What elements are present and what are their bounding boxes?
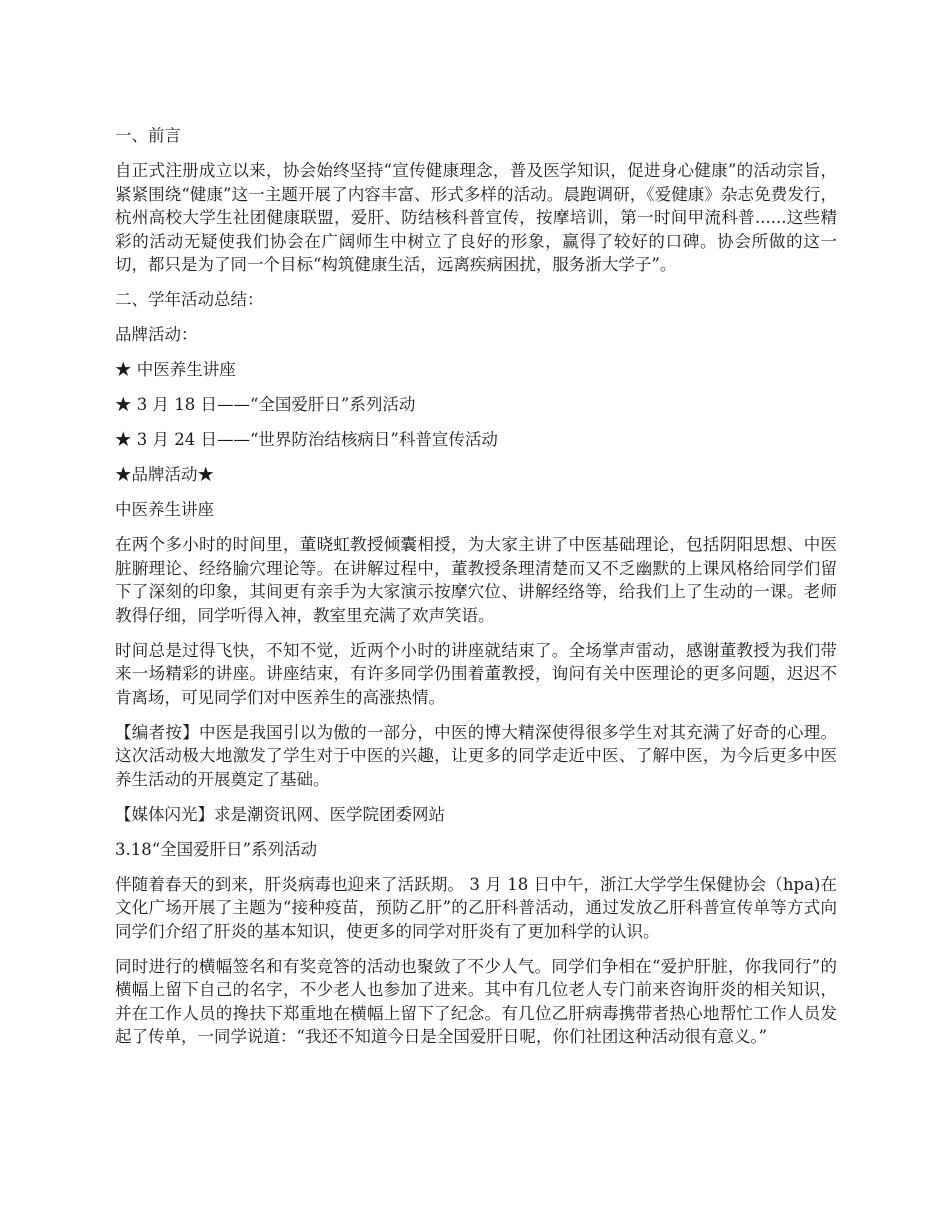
list-item: ★ 3 月 24 日——“世界防治结核病日”科普宣传活动 [115,430,498,449]
list-item: ★ 中医养生讲座 [115,360,236,379]
subheading-tcm-lecture: 中医养生讲座 [115,500,214,519]
media-highlight-paragraph: 【媒体闪光】求是潮资讯网、医学院团委网站 [115,804,445,824]
body-paragraph: 自正式注册成立以来，协会始终坚持“宣传健康理念，普及医学知识，促进身心健康”的活动宗旨，紧紧围绕“健康”这一主题开展了内容丰富、形式多样的活动。晨跑调研，《爱健康》杂志免费发行，杭州高校大学生社团健康联盟，爱肝、防结核科普宣传，按摩培训，第一时间甲流科普......这些精彩的活动无疑使我们协会在广阔师生中树立了良好的形象，赢得了较好的口碑。协会所做的这一切，都只是为了同一个目标“构筑健康生活，远离疾病困扰，服务浙大学子”。 [115,161,837,274]
editor-note-paragraph: 【编者按】中医是我国引以为傲的一部分，中医的博大精深使得很多学生对其充满了好奇的心理。这次活动极大地激发了学生对于中医的兴趣，让更多的同学走近中医、了解中医，为今后更多中医养生活动的开展奠定了基础。 [115,722,837,789]
document-page [115,124,837,1060]
subheading-brand-activities: 品牌活动： [115,325,198,344]
subheading-brand-activities-star: ★品牌活动★ [115,465,214,484]
body-paragraph: 同时进行的横幅签名和有奖竞答的活动也聚敛了不少人气。同学们争相在“爱护肝脏，你我同行”的横幅上留下自己的名字，不少老人也参加了进来。其中有几位老人专门前来咨询肝炎的相关知识，并在工作人员的搀扶下郑重地在横幅上留下了纪念。有几位乙肝病毒携带者热心地帮忙工作人员发起了传单，一同学说道：“我还不知道今日是全国爱肝日呢，你们社团这种活动很有意义。” [115,956,837,1046]
body-paragraph: 伴随着春天的到来，肝炎病毒也迎来了活跃期。 3 月 18 日中午，浙江大学学生保健协会（hpa)在文化广场开展了主题为“接种疫苗，预防乙肝”的乙肝科普活动，通过发放乙肝科普宣传单等方式向同学们介绍了肝炎的基本知识，使更多的同学对肝炎有了更加科学的认识。 [115,874,837,941]
subheading-liver-day: 3.18“全国爱肝日”系列活动 [115,839,318,859]
section-heading-preface: 一、前言 [115,126,181,145]
body-paragraph: 时间总是过得飞快，不知不觉，近两个小时的讲座就结束了。全场掌声雷动，感谢董教授为我们带来一场精彩的讲座。讲座结束，有许多同学仍围着董教授，询问有关中医理论的更多问题，迟迟不肯离场，可见同学们对中医养生的高涨热情。 [115,640,837,707]
section-heading-summary: 二、学年活动总结： [115,290,264,309]
list-item: ★ 3 月 18 日——“全国爱肝日”系列活动 [115,395,416,414]
body-paragraph: 在两个多小时的时间里，董晓虹教授倾囊相授，为大家主讲了中医基础理论，包括阴阳思想、中医脏腑理论、经络腧穴理论等。在讲解过程中，董教授条理清楚而又不乏幽默的上课风格给同学们留下了深刻的印象，其间更有亲手为大家演示按摩穴位、讲解经络等，给我们上了生动的一课。老师教得仔细，同学听得入神，教室里充满了欢声笑语。 [115,535,837,625]
